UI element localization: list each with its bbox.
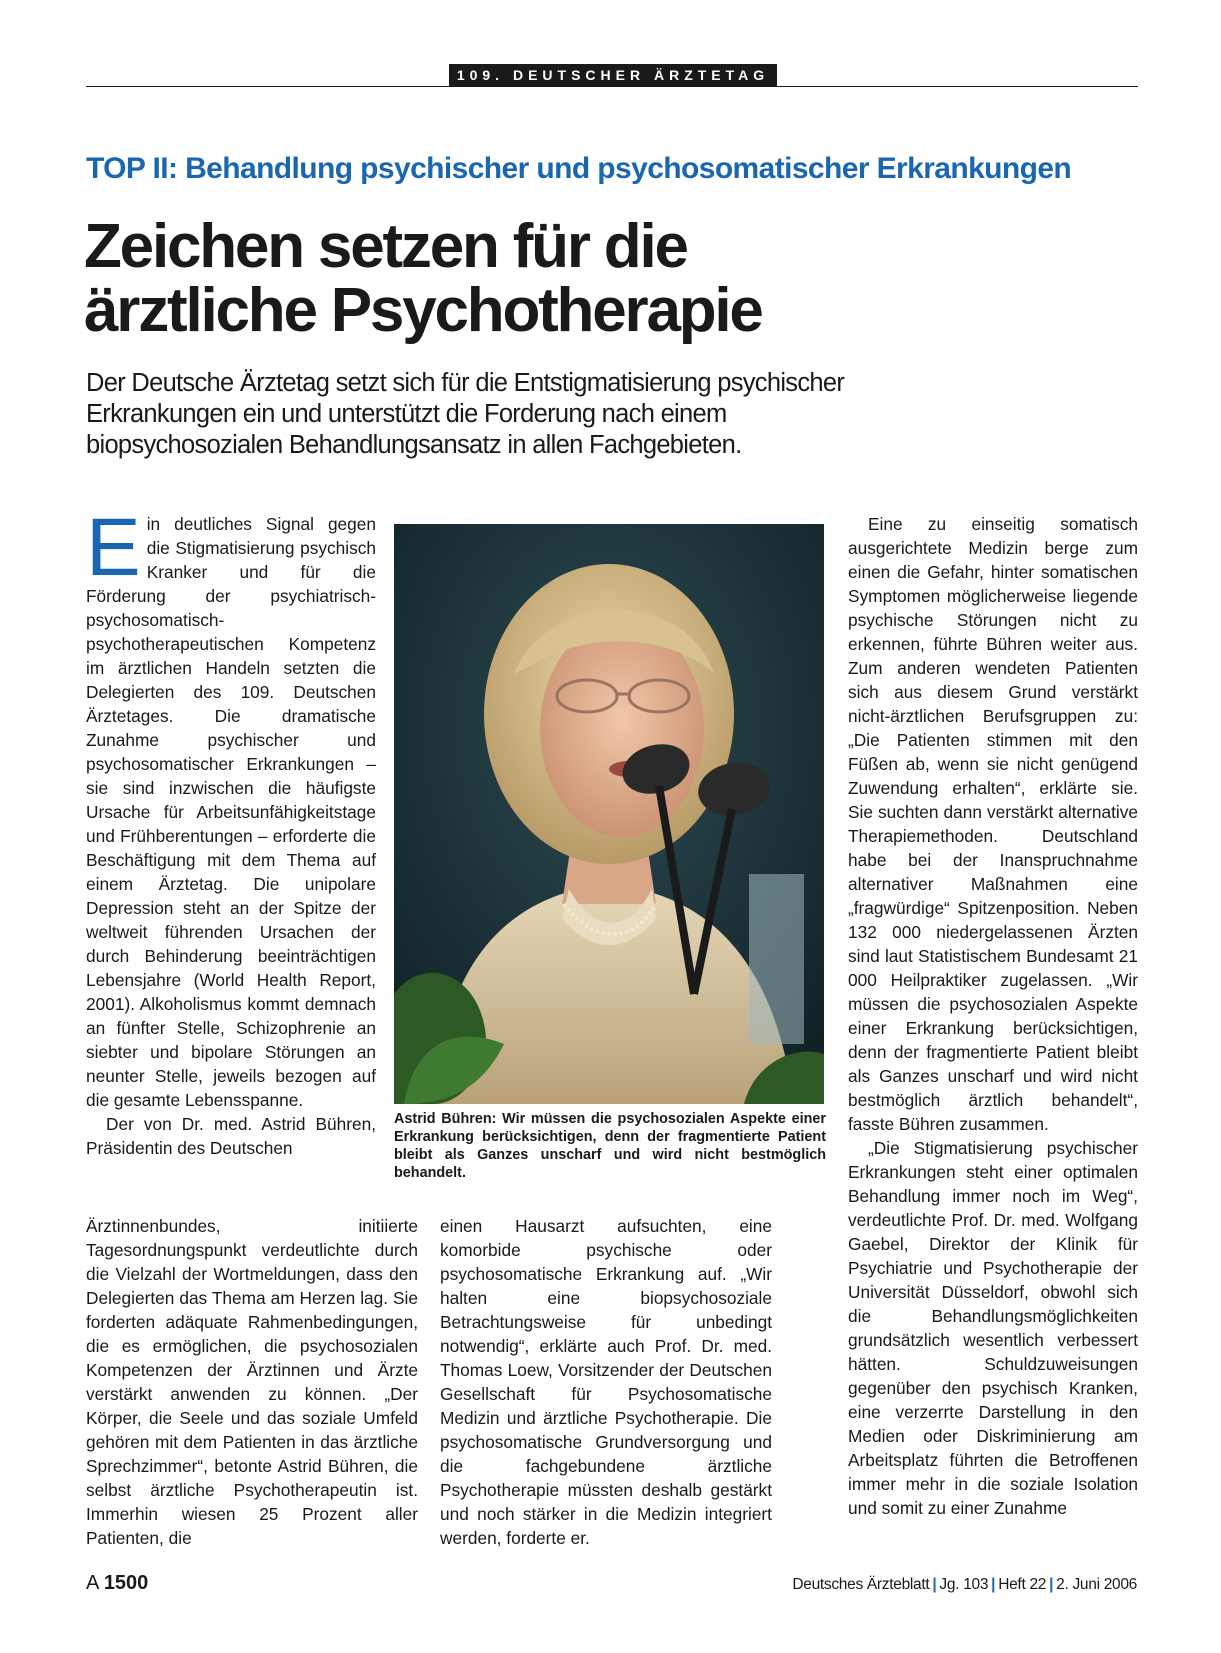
header-rule [86,86,1138,87]
headline-line-1: Zeichen setzen für die [84,212,687,281]
lead-line-2: Erkrankungen ein und unterstützt die Forderung nach einem [86,400,727,428]
page-prefix: A [86,1572,99,1594]
article-lead [86,368,844,461]
separator: | [932,1576,937,1593]
journal-volume: Jg. 103 [939,1576,989,1593]
column-2 [440,1214,772,1550]
speaker-photo [394,524,824,1104]
separator: | [1049,1576,1054,1593]
column-2-paragraph-1: einen Hausarzt aufsuchten, eine komorbide psychische oder psychosomatische Erkrankung auf. „Wir halten eine biopsychosoziale Betrachtungsweise für unbedingt notwendig“, erklärte auch Prof. Dr. med. Thomas Loew, Vorsitzender der Deutschen Gesellschaft für Psychosomatische Medizin und ärztliche Psychotherapie. Die psychosomatische Grundversorgung und die fachgebundene ärztliche Psychotherapie müssten deshalb gestärkt und noch stärker in die Medizin integriert werden, forderte er. [440,1216,772,1548]
column-1-paragraph-2a: Der von Dr. med. Astrid Bühren, Präsidentin des Deutschen [86,1114,376,1158]
photo-caption: Astrid Bühren: Wir müssen die psychosozialen Aspekte einer Erkrankung berücksichtigen, denn der fragmentierte Patient bleibt als Ganzes unscharf und wird nicht bestmöglich behandelt. [394,1111,826,1181]
page-number [86,1572,148,1595]
column-3-paragraph-1: Eine zu einseitig somatisch ausgerichtete Medizin berge zum einen die Gefahr, hinter somatischen Symptomen möglicherweise liegende psychische Störungen nicht zu erkennen, führte Bühren weiter aus. Zum anderen wendeten Patienten sich aus diesem Grund verstärkt nicht-ärztlichen Berufsgruppen zu: „Die Patienten stimmen mit den Füßen ab, wenn sie nicht genügend Zuwendung erhalten“, erklärte sie. Sie suchten dann verstärkt alternative Therapiemethoden. Deutschland habe bei der Inanspruchnahme alternativer Maßnahmen eine „fragwürdige“ Spitzenposition. Neben 132 000 niedergelassenen Ärzten sind laut Statistischem Bundesamt 21 000 Heilpraktiker zugelassen. „Wir müssen die psychosozialen Aspekte einer Erkrankung berücksichtigen, denn der fragmentierte Patient bleibt als Ganzes unscharf und wird nicht bestmöglich ärztlich behandelt“, fasste Bühren zusammen. [848,514,1138,1134]
dropcap: E [86,502,141,593]
journal-date: 2. Juni 2006 [1056,1576,1137,1593]
column-1-paragraph-1: in deutliches Signal gegen die Stigmatisierung psychisch Kranker und für die Förderung der psychiatrisch-psychosomatisch-psychotherapeutischen Kompetenz im ärztlichen Handeln setzten die Delegierten des 109. Deutschen Ärztetages. Die dramatische Zunahme psychischer und psychosomatischer Erkrankungen – sie sind inzwischen die häufigste Ursache für Arbeitsunfähigkeitstage und Frühberentungen – erforderte die Beschäftigung mit dem Thema auf einem Ärztetag. Die unipolare Depression steht an der Spitze der weltweit führenden Ursachen der durch Behinderung beeinträchtigen Lebensjahre (World Health Report, 2001). Alkoholismus kommt demnach an fünfter Stelle, Schizophrenie an siebter und bipolare Störungen an neunter Stelle, jeweils bezogen auf die gesamte Lebensspanne. [86,514,376,1110]
column-3 [848,512,1138,1520]
headline-line-2: ärztliche Psychotherapie [84,276,762,345]
section-label: 109. DEUTSCHER ÄRZTETAG [449,64,777,86]
lead-line-1: Der Deutsche Ärztetag setzt sich für die Entstigmatisierung psychischer [86,369,845,397]
journal-info [792,1576,1137,1594]
page-number-value: 1500 [103,1572,149,1594]
article-headline [84,212,762,345]
column-1-continued [86,1214,418,1550]
journal-name: Deutsches Ärzteblatt [792,1576,930,1593]
column-1 [86,502,376,1160]
column-1-paragraph-2b: Ärztinnenbundes, initiierte Tagesordnungspunkt verdeutlichte durch die Vielzahl der Wortmeldungen, dass den Delegierten das Thema am Herzen lag. Sie forderten adäquate Rahmenbedingungen, die es ermöglichen, die psychosozialen Kompetenzen der Ärztinnen und Ärzte verstärkt anwenden zu können. „Der Körper, die Seele und das soziale Umfeld gehören mit dem Patienten in das ärztliche Sprechzimmer“, betonte Astrid Bühren, die selbst ärztliche Psychotherapeutin ist. Immerhin wiesen 25 Prozent aller Patienten, die [86,1216,418,1548]
column-3-paragraph-2: „Die Stigmatisierung psychischer Erkrankungen steht einer optimalen Behandlung immer noch im Weg“, verdeutlichte Prof. Dr. med. Wolfgang Gaebel, Direktor der Klinik für Psychiatrie und Psychotherapie der Universität Düsseldorf, obwohl sich die Behandlungsmöglichkeiten grundsätzlich wesentlich verbessert hätten. Schuldzuweisungen gegenüber den psychisch Kranken, eine verzerrte Darstellung in den Medien oder Diskriminierung am Arbeitsplatz führten die Betroffenen immer mehr in die soziale Isolation und somit zu einer Zunahme [848,1138,1138,1518]
separator: | [991,1576,996,1593]
lead-line-3: biopsychosozialen Behandlungsansatz in allen Fachgebieten. [86,431,742,459]
speaker-photo-illustration [394,524,824,1104]
journal-issue: Heft 22 [998,1576,1047,1593]
article-overline: TOP II: Behandlung psychischer und psychosomatischer Erkrankungen [86,152,1072,185]
